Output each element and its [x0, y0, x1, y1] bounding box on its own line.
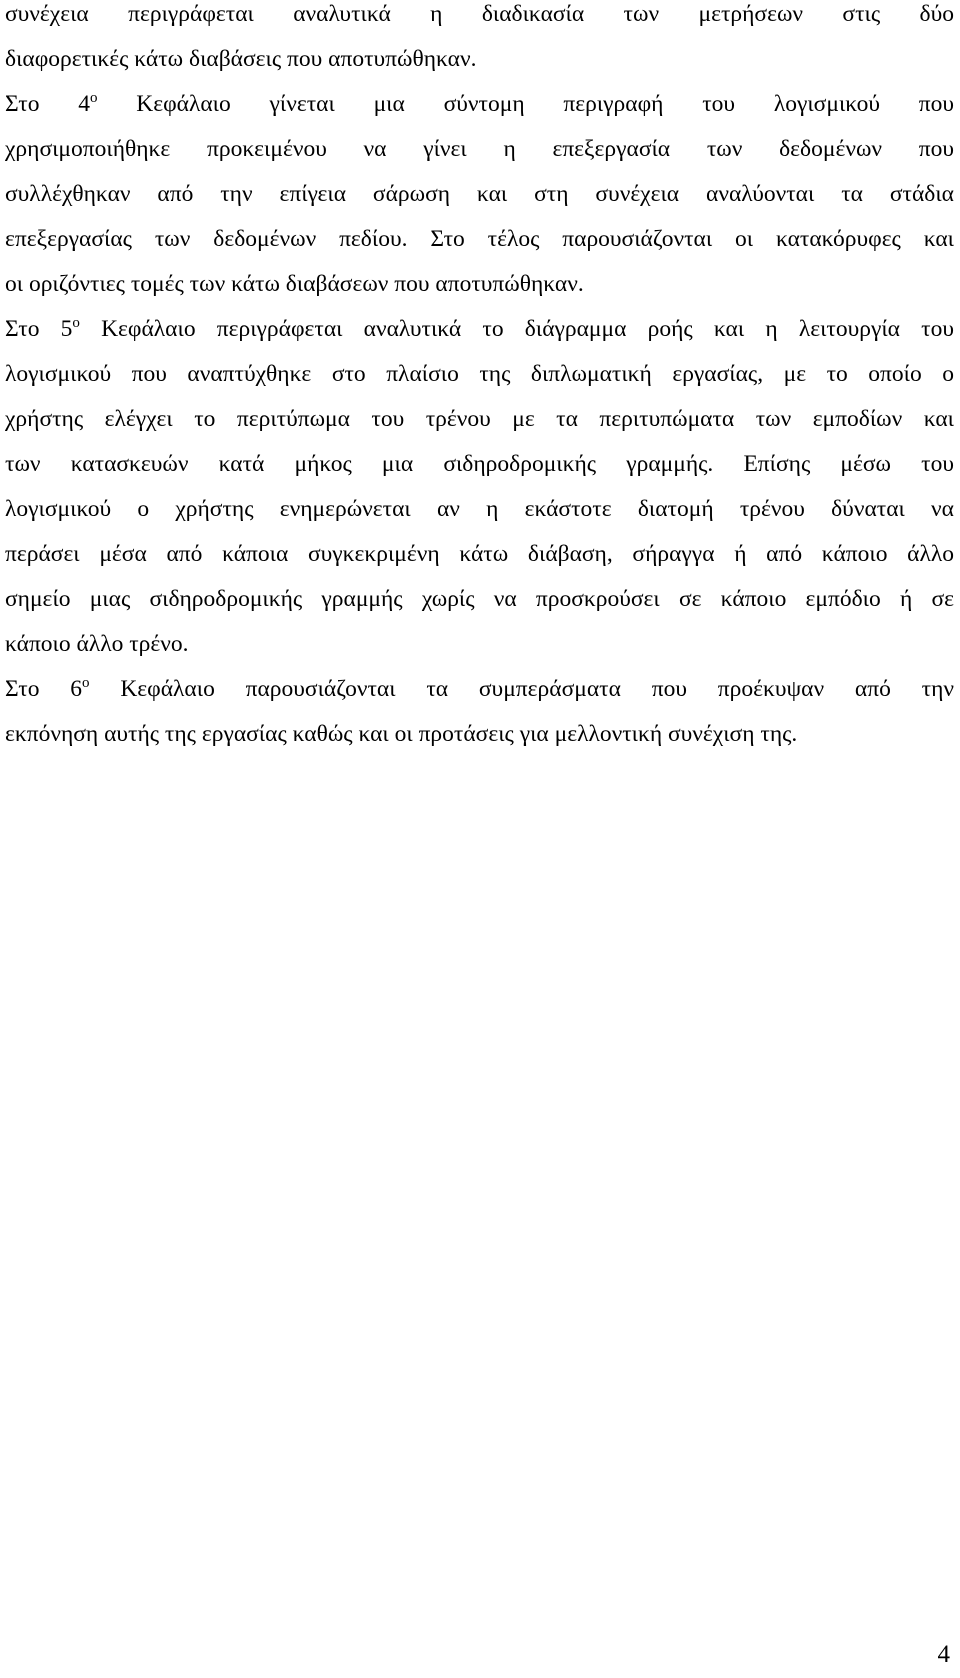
paragraph-line: σημείο μιας σιδηροδρομικής γραμμής χωρίς να προσκρούσει σε κάποιο εμπόδιο ή σε [5, 586, 954, 612]
superscript: ο [89, 90, 98, 106]
paragraph-line: περάσει μέσα από κάποια συγκεκριμένη κάτω διάβαση, σήραγγα ή από κάποιο άλλο [5, 541, 954, 567]
paragraph-line: των κατασκευών κατά μήκος μια σιδηροδρομικής γραμμής. Επίσης μέσω του [5, 451, 954, 477]
paragraph-line: εκπόνηση αυτής της εργασίας καθώς και οι προτάσεις για μελλοντική συνέχιση της. [5, 721, 798, 747]
paragraph-line [5, 672, 954, 706]
page-number: 4 [937, 1641, 950, 1668]
paragraph-line: λογισμικού ο χρήστης ενημερώνεται αν η εκάστοτε διατομή τρένου δύναται να [5, 496, 954, 522]
paragraph-line: χρήστης ελέγχει το περιτύπωμα του τρένου με τα περιτυπώματα των εμποδίων και [5, 406, 954, 432]
line-text: Στο 5 [5, 316, 73, 342]
line-text: Κεφάλαιο παρουσιάζονται τα συμπεράσματα που προέκυψαν από την [89, 676, 954, 702]
paragraph-line: επεξεργασίας των δεδομένων πεδίου. Στο τέλος παρουσιάζονται οι κατακόρυφες και [5, 226, 954, 252]
paragraph-line [5, 87, 954, 121]
paragraph-line [5, 312, 954, 346]
superscript: ο [82, 675, 90, 691]
paragraph-line: λογισμικού που αναπτύχθηκε στο πλαίσιο της διπλωματική εργασίας, με το οποίο ο [5, 361, 954, 387]
line-text: Κεφάλαιο γίνεται μια σύντομη περιγραφή του λογισμικού που [97, 91, 954, 117]
paragraph-line: οι οριζόντιες τομές των κάτω διαβάσεων που αποτυπώθηκαν. [5, 271, 584, 297]
paragraph-line: συλλέχθηκαν από την επίγεια σάρωση και στη συνέχεια αναλύονται τα στάδια [5, 181, 954, 207]
paragraph-line: κάποιο άλλο τρένο. [5, 631, 189, 657]
paragraph-line: χρησιμοποιήθηκε προκειμένου να γίνει η επεξεργασία των δεδομένων που [5, 136, 954, 162]
paragraph-line: διαφορετικές κάτω διαβάσεις που αποτυπώθηκαν. [5, 46, 477, 72]
line-text: Στο 4 [5, 91, 90, 117]
line-text: Στο 6 [5, 676, 83, 702]
line-text: Κεφάλαιο περιγράφεται αναλυτικά το διάγραμμα ροής και η λειτουργία του [79, 316, 954, 342]
superscript: ο [72, 315, 80, 331]
paragraph-line: συνέχεια περιγράφεται αναλυτικά η διαδικασία των μετρήσεων στις δύο [5, 1, 954, 27]
